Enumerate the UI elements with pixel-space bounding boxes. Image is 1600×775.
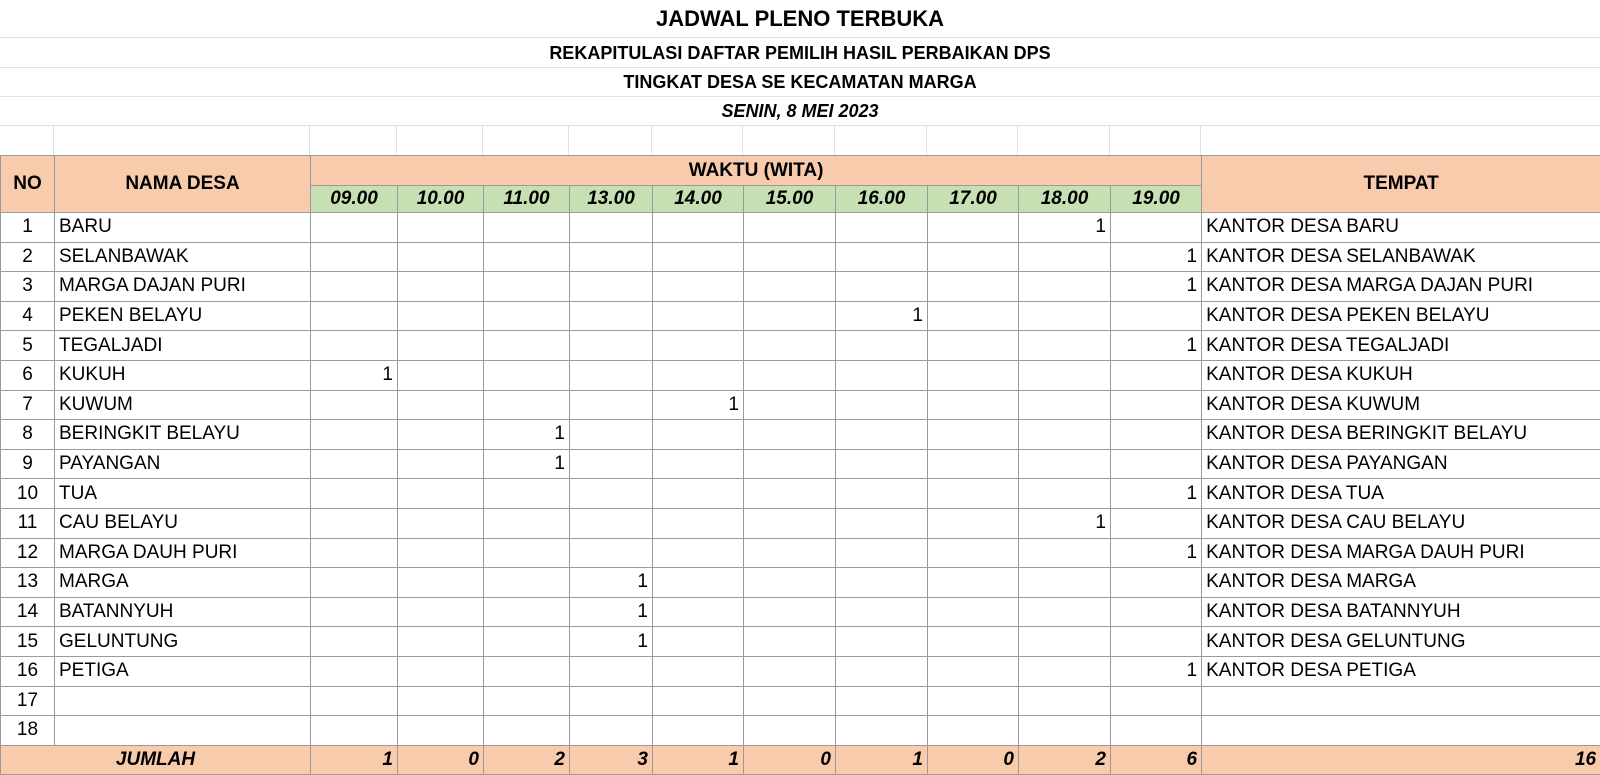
cell-tempat[interactable]: KANTOR DESA MARGA DAUH PURI [1202, 538, 1600, 568]
header-tempat[interactable]: TEMPAT [1202, 156, 1600, 213]
cell-schedule[interactable] [398, 272, 484, 302]
cell-schedule[interactable] [928, 301, 1019, 331]
cell-schedule[interactable] [1111, 568, 1202, 598]
cell-schedule[interactable] [836, 479, 928, 509]
cell-schedule[interactable] [744, 597, 836, 627]
header-hour[interactable]: 09.00 [311, 186, 398, 213]
table-row [1, 686, 1600, 716]
table-row [1, 420, 1600, 450]
total-cell[interactable]: 1 [311, 745, 398, 774]
total-cell[interactable]: 1 [653, 745, 744, 774]
cell-schedule[interactable] [1019, 597, 1111, 627]
header-hour[interactable]: 17.00 [928, 186, 1019, 213]
cell-schedule[interactable] [311, 656, 398, 686]
cell-schedule[interactable] [744, 568, 836, 598]
cell-schedule[interactable] [836, 449, 928, 479]
empty-cell[interactable] [569, 126, 652, 155]
cell-schedule[interactable] [398, 420, 484, 450]
cell-no[interactable]: 5 [1, 331, 55, 361]
cell-tempat[interactable] [1202, 686, 1600, 716]
cell-schedule[interactable] [1111, 716, 1202, 746]
cell-schedule[interactable] [836, 716, 928, 746]
cell-schedule[interactable] [928, 331, 1019, 361]
cell-schedule[interactable] [311, 331, 398, 361]
cell-schedule-mark[interactable]: 1 [570, 568, 653, 598]
cell-schedule[interactable] [311, 272, 398, 302]
cell-nama-desa[interactable]: BERINGKIT BELAYU [55, 420, 311, 450]
cell-schedule[interactable] [653, 568, 744, 598]
cell-schedule[interactable] [484, 390, 570, 420]
cell-schedule[interactable] [744, 331, 836, 361]
cell-schedule-mark[interactable]: 1 [1111, 242, 1202, 272]
cell-schedule[interactable] [744, 538, 836, 568]
cell-schedule-mark[interactable]: 1 [1019, 508, 1111, 538]
total-label[interactable]: JUMLAH [1, 745, 311, 774]
cell-schedule[interactable] [928, 242, 1019, 272]
cell-schedule[interactable] [570, 242, 653, 272]
cell-schedule[interactable] [484, 627, 570, 657]
cell-schedule[interactable] [653, 627, 744, 657]
cell-schedule[interactable] [570, 390, 653, 420]
cell-schedule[interactable] [744, 627, 836, 657]
header-hour[interactable]: 15.00 [744, 186, 836, 213]
cell-no[interactable]: 8 [1, 420, 55, 450]
cell-tempat[interactable]: KANTOR DESA GELUNTUNG [1202, 627, 1600, 657]
cell-schedule[interactable] [744, 716, 836, 746]
cell-no[interactable]: 13 [1, 568, 55, 598]
cell-schedule[interactable] [653, 656, 744, 686]
cell-schedule[interactable] [653, 301, 744, 331]
cell-schedule[interactable] [836, 656, 928, 686]
cell-schedule-mark[interactable]: 1 [1111, 331, 1202, 361]
cell-schedule[interactable] [311, 568, 398, 598]
cell-schedule[interactable] [928, 508, 1019, 538]
cell-schedule-mark[interactable]: 1 [484, 449, 570, 479]
cell-nama-desa[interactable]: MARGA DAJAN PURI [55, 272, 311, 302]
cell-schedule[interactable] [653, 479, 744, 509]
cell-schedule[interactable] [570, 538, 653, 568]
cell-schedule[interactable] [570, 656, 653, 686]
cell-tempat[interactable]: KANTOR DESA TEGALJADI [1202, 331, 1600, 361]
table-row [1, 449, 1600, 479]
cell-schedule[interactable] [398, 508, 484, 538]
cell-no[interactable]: 16 [1, 656, 55, 686]
header-nama-desa[interactable]: NAMA DESA [55, 156, 311, 213]
cell-schedule[interactable] [484, 301, 570, 331]
cell-schedule[interactable] [1111, 420, 1202, 450]
cell-schedule[interactable] [744, 360, 836, 390]
cell-schedule[interactable] [484, 272, 570, 302]
cell-no[interactable]: 2 [1, 242, 55, 272]
cell-nama-desa[interactable]: SELANBAWAK [55, 242, 311, 272]
cell-schedule[interactable] [398, 686, 484, 716]
sheet-subtitle-1: REKAPITULASI DAFTAR PEMILIH HASIL PERBAIKAN DPS [0, 38, 1600, 68]
cell-no[interactable]: 9 [1, 449, 55, 479]
cell-schedule[interactable] [311, 213, 398, 243]
cell-nama-desa[interactable]: BARU [55, 213, 311, 243]
header-hour[interactable]: 16.00 [836, 186, 928, 213]
table-row [1, 331, 1600, 361]
cell-schedule[interactable] [311, 686, 398, 716]
cell-schedule[interactable] [836, 597, 928, 627]
empty-spacer-row [0, 126, 1600, 155]
empty-cell[interactable] [483, 126, 569, 155]
cell-schedule[interactable] [928, 272, 1019, 302]
cell-schedule[interactable] [1019, 331, 1111, 361]
cell-schedule[interactable] [484, 360, 570, 390]
cell-schedule[interactable] [928, 479, 1019, 509]
sheet-subtitle-2: TINGKAT DESA SE KECAMATAN MARGA [0, 68, 1600, 97]
cell-schedule[interactable] [836, 272, 928, 302]
cell-schedule[interactable] [1111, 390, 1202, 420]
cell-schedule[interactable] [484, 242, 570, 272]
cell-nama-desa[interactable]: PEKEN BELAYU [55, 301, 311, 331]
cell-schedule[interactable] [928, 627, 1019, 657]
table-row [1, 568, 1600, 598]
cell-schedule[interactable] [928, 538, 1019, 568]
cell-schedule[interactable] [928, 597, 1019, 627]
cell-no[interactable]: 18 [1, 716, 55, 746]
cell-schedule[interactable] [570, 686, 653, 716]
header-hour[interactable]: 18.00 [1019, 186, 1111, 213]
cell-schedule[interactable] [1019, 272, 1111, 302]
cell-schedule[interactable] [570, 420, 653, 450]
cell-schedule[interactable] [398, 568, 484, 598]
cell-schedule[interactable] [653, 213, 744, 243]
schedule-table [0, 155, 1600, 775]
cell-schedule[interactable] [744, 686, 836, 716]
cell-nama-desa[interactable] [55, 716, 311, 746]
cell-schedule[interactable] [653, 508, 744, 538]
cell-schedule[interactable] [1111, 508, 1202, 538]
cell-schedule[interactable] [311, 390, 398, 420]
cell-schedule[interactable] [398, 449, 484, 479]
cell-nama-desa[interactable] [55, 686, 311, 716]
cell-no[interactable]: 12 [1, 538, 55, 568]
cell-tempat[interactable]: KANTOR DESA BATANNYUH [1202, 597, 1600, 627]
table-row [1, 301, 1600, 331]
cell-schedule[interactable] [484, 568, 570, 598]
table-row [1, 272, 1600, 302]
cell-schedule[interactable] [311, 538, 398, 568]
cell-schedule-mark[interactable]: 1 [570, 597, 653, 627]
cell-schedule[interactable] [311, 479, 398, 509]
cell-schedule[interactable] [398, 301, 484, 331]
cell-schedule[interactable] [1019, 242, 1111, 272]
table-row [1, 390, 1600, 420]
cell-schedule[interactable] [1019, 360, 1111, 390]
cell-schedule[interactable] [1019, 627, 1111, 657]
empty-cell[interactable] [652, 126, 743, 155]
cell-schedule[interactable] [928, 686, 1019, 716]
cell-schedule[interactable] [484, 479, 570, 509]
total-cell[interactable]: 0 [398, 745, 484, 774]
cell-schedule[interactable] [484, 331, 570, 361]
header-hour[interactable]: 10.00 [398, 186, 484, 213]
cell-schedule-mark[interactable]: 1 [484, 420, 570, 450]
cell-no[interactable]: 6 [1, 360, 55, 390]
cell-schedule[interactable] [398, 331, 484, 361]
cell-schedule[interactable] [311, 627, 398, 657]
cell-schedule[interactable] [570, 360, 653, 390]
cell-schedule-mark[interactable]: 1 [1111, 656, 1202, 686]
cell-nama-desa[interactable]: TEGALJADI [55, 331, 311, 361]
cell-schedule[interactable] [311, 420, 398, 450]
cell-schedule-mark[interactable]: 1 [311, 360, 398, 390]
cell-tempat[interactable]: KANTOR DESA KUKUH [1202, 360, 1600, 390]
cell-nama-desa[interactable]: GELUNTUNG [55, 627, 311, 657]
header-hour[interactable]: 19.00 [1111, 186, 1202, 213]
cell-schedule[interactable] [570, 331, 653, 361]
sheet-date: SENIN, 8 MEI 2023 [0, 97, 1600, 126]
table-row [1, 627, 1600, 657]
table-body [1, 213, 1600, 746]
cell-schedule[interactable] [570, 716, 653, 746]
cell-schedule[interactable] [928, 716, 1019, 746]
empty-cell[interactable] [397, 126, 483, 155]
cell-schedule[interactable] [928, 656, 1019, 686]
cell-schedule[interactable] [1111, 597, 1202, 627]
grand-total[interactable]: 16 [1202, 745, 1600, 774]
cell-schedule[interactable] [311, 508, 398, 538]
cell-tempat[interactable] [1202, 716, 1600, 746]
cell-schedule[interactable] [653, 538, 744, 568]
cell-schedule[interactable] [836, 686, 928, 716]
cell-tempat[interactable]: KANTOR DESA KUWUM [1202, 390, 1600, 420]
cell-schedule[interactable] [484, 656, 570, 686]
cell-schedule[interactable] [744, 479, 836, 509]
cell-no[interactable]: 4 [1, 301, 55, 331]
cell-schedule[interactable] [484, 716, 570, 746]
empty-cell[interactable] [54, 126, 310, 155]
table-row [1, 360, 1600, 390]
table-row [1, 213, 1600, 243]
cell-nama-desa[interactable]: CAU BELAYU [55, 508, 311, 538]
total-cell[interactable]: 0 [744, 745, 836, 774]
cell-schedule[interactable] [484, 508, 570, 538]
table-row [1, 656, 1600, 686]
cell-no[interactable]: 11 [1, 508, 55, 538]
cell-schedule[interactable] [570, 301, 653, 331]
table-row [1, 716, 1600, 746]
cell-schedule[interactable] [570, 479, 653, 509]
cell-schedule[interactable] [398, 656, 484, 686]
cell-tempat[interactable]: KANTOR DESA BERINGKIT BELAYU [1202, 420, 1600, 450]
cell-schedule[interactable] [570, 272, 653, 302]
cell-schedule[interactable] [1019, 479, 1111, 509]
cell-schedule[interactable] [836, 360, 928, 390]
cell-schedule[interactable] [744, 390, 836, 420]
cell-schedule[interactable] [1019, 568, 1111, 598]
table-row [1, 597, 1600, 627]
cell-schedule[interactable] [836, 538, 928, 568]
cell-no[interactable]: 3 [1, 272, 55, 302]
cell-schedule[interactable] [570, 508, 653, 538]
cell-schedule[interactable] [836, 627, 928, 657]
cell-schedule[interactable] [836, 568, 928, 598]
cell-nama-desa[interactable]: BATANNYUH [55, 597, 311, 627]
total-cell[interactable]: 1 [836, 745, 928, 774]
total-row [1, 745, 1600, 774]
cell-tempat[interactable]: KANTOR DESA PAYANGAN [1202, 449, 1600, 479]
cell-schedule[interactable] [928, 213, 1019, 243]
cell-schedule-mark[interactable]: 1 [653, 390, 744, 420]
cell-nama-desa[interactable]: PAYANGAN [55, 449, 311, 479]
cell-schedule[interactable] [928, 390, 1019, 420]
cell-tempat[interactable]: KANTOR DESA PETIGA [1202, 656, 1600, 686]
cell-schedule[interactable] [1019, 686, 1111, 716]
cell-schedule-mark[interactable]: 1 [1111, 538, 1202, 568]
total-cell[interactable]: 2 [484, 745, 570, 774]
cell-schedule[interactable] [928, 420, 1019, 450]
cell-schedule[interactable] [1111, 360, 1202, 390]
cell-no[interactable]: 15 [1, 627, 55, 657]
table-row [1, 479, 1600, 509]
cell-no[interactable]: 14 [1, 597, 55, 627]
cell-schedule[interactable] [653, 686, 744, 716]
total-cell[interactable]: 0 [928, 745, 1019, 774]
cell-schedule[interactable] [744, 272, 836, 302]
cell-schedule[interactable] [398, 479, 484, 509]
cell-schedule[interactable] [398, 360, 484, 390]
cell-schedule[interactable] [311, 716, 398, 746]
cell-schedule[interactable] [744, 420, 836, 450]
cell-schedule[interactable] [398, 538, 484, 568]
cell-schedule[interactable] [484, 686, 570, 716]
cell-schedule[interactable] [1019, 301, 1111, 331]
cell-schedule[interactable] [398, 213, 484, 243]
cell-tempat[interactable]: KANTOR DESA PEKEN BELAYU [1202, 301, 1600, 331]
cell-schedule[interactable] [398, 242, 484, 272]
cell-schedule[interactable] [744, 301, 836, 331]
cell-schedule[interactable] [1111, 213, 1202, 243]
cell-schedule[interactable] [653, 716, 744, 746]
cell-nama-desa[interactable]: TUA [55, 479, 311, 509]
empty-cell[interactable] [1018, 126, 1110, 155]
cell-schedule[interactable] [570, 449, 653, 479]
total-cell[interactable]: 2 [1019, 745, 1111, 774]
cell-nama-desa[interactable]: KUKUH [55, 360, 311, 390]
cell-schedule[interactable] [1019, 390, 1111, 420]
cell-schedule[interactable] [744, 508, 836, 538]
cell-tempat[interactable]: KANTOR DESA MARGA [1202, 568, 1600, 598]
cell-nama-desa[interactable]: MARGA DAUH PURI [55, 538, 311, 568]
cell-schedule[interactable] [836, 213, 928, 243]
sheet-title: JADWAL PLENO TERBUKA [0, 0, 1600, 38]
header-waktu[interactable]: WAKTU (WITA) [311, 156, 1202, 186]
cell-schedule[interactable] [928, 568, 1019, 598]
cell-schedule[interactable] [653, 597, 744, 627]
table-row [1, 538, 1600, 568]
header-hour[interactable]: 11.00 [484, 186, 570, 213]
cell-schedule-mark[interactable]: 1 [570, 627, 653, 657]
cell-schedule-mark[interactable]: 1 [1019, 213, 1111, 243]
cell-schedule[interactable] [836, 508, 928, 538]
cell-schedule[interactable] [398, 716, 484, 746]
cell-tempat[interactable]: KANTOR DESA BARU [1202, 213, 1600, 243]
cell-no[interactable]: 1 [1, 213, 55, 243]
empty-cell[interactable] [0, 126, 54, 155]
cell-schedule[interactable] [311, 301, 398, 331]
cell-no[interactable]: 17 [1, 686, 55, 716]
cell-schedule[interactable] [398, 627, 484, 657]
cell-schedule[interactable] [653, 272, 744, 302]
cell-schedule[interactable] [1111, 301, 1202, 331]
cell-schedule[interactable] [484, 597, 570, 627]
header-no[interactable]: NO [1, 156, 55, 213]
cell-schedule[interactable] [653, 449, 744, 479]
table-row [1, 242, 1600, 272]
cell-schedule-mark[interactable]: 1 [1111, 272, 1202, 302]
total-cell[interactable]: 6 [1111, 745, 1202, 774]
cell-schedule[interactable] [744, 242, 836, 272]
header-hour[interactable]: 14.00 [653, 186, 744, 213]
cell-tempat[interactable]: KANTOR DESA MARGA DAJAN PURI [1202, 272, 1600, 302]
empty-cell[interactable] [1110, 126, 1201, 155]
cell-schedule[interactable] [311, 449, 398, 479]
empty-cell[interactable] [743, 126, 835, 155]
cell-nama-desa[interactable]: MARGA [55, 568, 311, 598]
cell-schedule[interactable] [1019, 716, 1111, 746]
cell-schedule[interactable] [1111, 627, 1202, 657]
cell-schedule[interactable] [398, 390, 484, 420]
cell-schedule[interactable] [1019, 538, 1111, 568]
cell-no[interactable]: 7 [1, 390, 55, 420]
total-cell[interactable]: 3 [570, 745, 653, 774]
cell-tempat[interactable]: KANTOR DESA TUA [1202, 479, 1600, 509]
cell-schedule[interactable] [1019, 656, 1111, 686]
cell-schedule[interactable] [398, 597, 484, 627]
empty-cell[interactable] [835, 126, 927, 155]
cell-schedule[interactable] [1111, 686, 1202, 716]
cell-schedule[interactable] [653, 331, 744, 361]
empty-cell[interactable] [927, 126, 1018, 155]
empty-cell[interactable] [310, 126, 397, 155]
cell-schedule[interactable] [653, 242, 744, 272]
cell-nama-desa[interactable]: KUWUM [55, 390, 311, 420]
cell-schedule[interactable] [1019, 449, 1111, 479]
cell-schedule[interactable] [570, 213, 653, 243]
cell-schedule[interactable] [836, 242, 928, 272]
cell-schedule[interactable] [744, 213, 836, 243]
cell-schedule[interactable] [653, 420, 744, 450]
cell-schedule[interactable] [311, 597, 398, 627]
cell-tempat[interactable]: KANTOR DESA SELANBAWAK [1202, 242, 1600, 272]
cell-no[interactable]: 10 [1, 479, 55, 509]
cell-schedule-mark[interactable]: 1 [1111, 479, 1202, 509]
cell-schedule[interactable] [1019, 420, 1111, 450]
cell-schedule[interactable] [836, 390, 928, 420]
cell-schedule[interactable] [928, 449, 1019, 479]
table-row [1, 508, 1600, 538]
cell-schedule[interactable] [484, 538, 570, 568]
header-hour[interactable]: 13.00 [570, 186, 653, 213]
cell-schedule[interactable] [311, 242, 398, 272]
cell-schedule[interactable] [744, 656, 836, 686]
cell-schedule[interactable] [836, 420, 928, 450]
cell-nama-desa[interactable]: PETIGA [55, 656, 311, 686]
cell-schedule[interactable] [653, 360, 744, 390]
cell-schedule[interactable] [744, 449, 836, 479]
cell-schedule[interactable] [1111, 449, 1202, 479]
cell-schedule[interactable] [928, 360, 1019, 390]
cell-schedule[interactable] [484, 213, 570, 243]
cell-tempat[interactable]: KANTOR DESA CAU BELAYU [1202, 508, 1600, 538]
cell-schedule[interactable] [836, 331, 928, 361]
cell-schedule-mark[interactable]: 1 [836, 301, 928, 331]
